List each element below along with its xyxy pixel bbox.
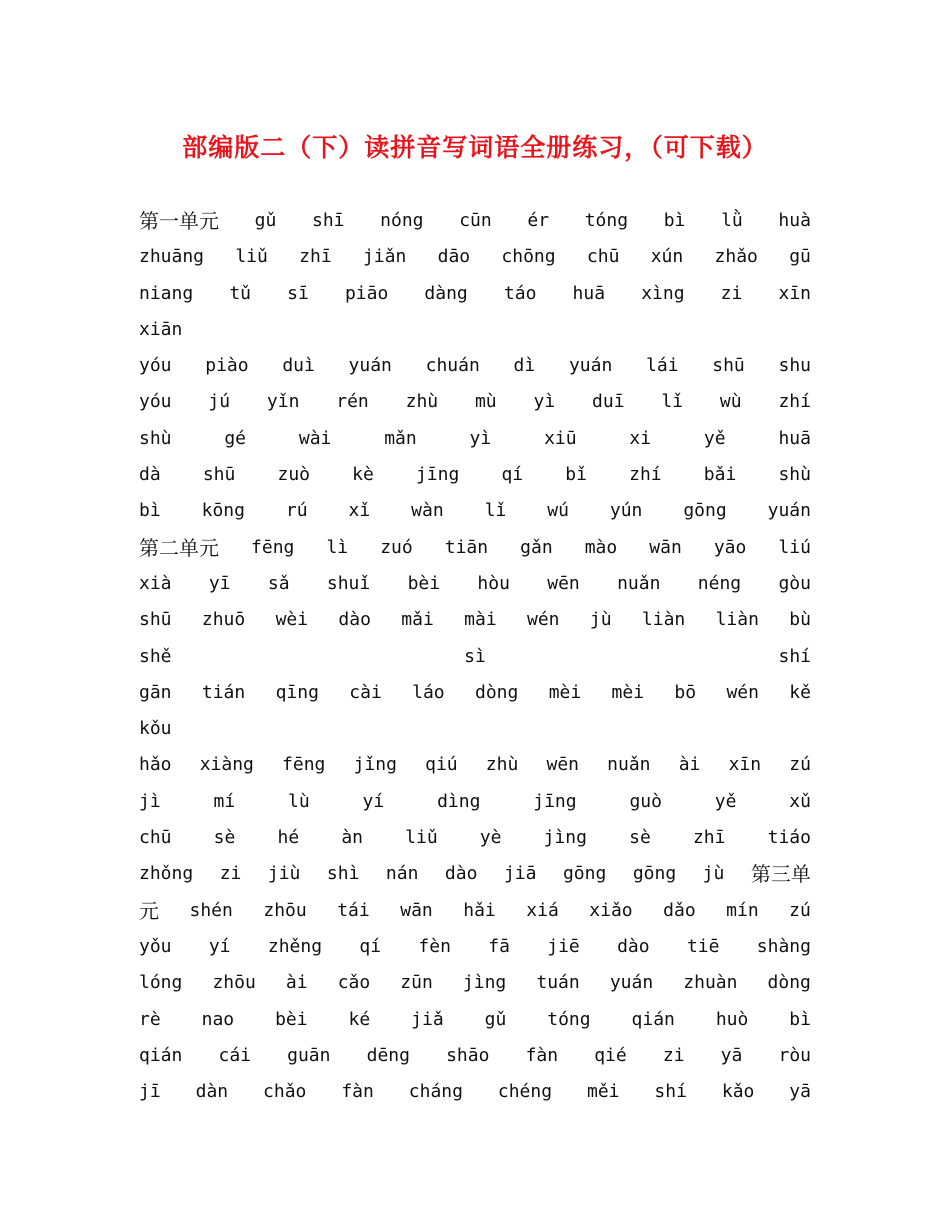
pinyin-word: liàn — [641, 609, 686, 631]
pinyin-word: chū — [586, 246, 620, 268]
pinyin-word: tiān — [444, 536, 489, 558]
pinyin-word: yě — [703, 427, 726, 449]
pinyin-word: kǎo — [721, 1081, 755, 1103]
pinyin-word: dào — [617, 935, 650, 957]
pinyin-word: zhuāng — [139, 246, 205, 268]
pinyin-word: cǎo — [337, 972, 371, 994]
pinyin-word: dào — [444, 863, 478, 885]
pinyin-word: yóu — [139, 391, 172, 413]
pinyin-word: zhǒng — [139, 863, 194, 885]
pinyin-word: yāo — [713, 536, 747, 558]
pinyin-word: wén — [726, 681, 759, 703]
pinyin-word: qí — [501, 464, 524, 486]
page-title: 部编版二（下）读拼音写词语全册练习，（可下载） — [182, 133, 768, 162]
pinyin-word: sè — [629, 827, 651, 849]
pinyin-line — [139, 384, 811, 420]
pinyin-word: sì — [464, 645, 486, 667]
pinyin-word: wù — [719, 391, 742, 413]
pinyin-word: wú — [547, 500, 569, 522]
pinyin-word: jú — [208, 391, 231, 413]
pinyin-word: chéng — [497, 1081, 553, 1103]
pinyin-word: nóng — [380, 210, 424, 231]
pinyin-word: shén — [189, 899, 233, 921]
pinyin-word: dǎo — [663, 899, 696, 921]
pinyin-word: dìng — [437, 790, 481, 812]
pinyin-word: zūn — [400, 972, 433, 994]
pinyin-line — [139, 675, 811, 711]
pinyin-word: mào — [584, 536, 618, 558]
pinyin-line — [139, 239, 811, 275]
pinyin-word: lù — [288, 790, 310, 812]
pinyin-word: bèi — [275, 1008, 308, 1030]
pinyin-word: shū — [712, 355, 745, 377]
pinyin-word: gōng — [632, 863, 677, 885]
pinyin-word: wén — [527, 609, 560, 631]
pinyin-word: sī — [287, 282, 309, 304]
pinyin-word: dàn — [195, 1081, 229, 1103]
pinyin-word: gū — [789, 246, 811, 268]
pinyin-word: tiáo — [767, 827, 811, 849]
pinyin-word: fèn — [418, 935, 451, 957]
pinyin-word: tiē — [686, 935, 720, 957]
pinyin-word: mǎn — [384, 427, 417, 449]
pinyin-word: ài — [678, 754, 701, 776]
pinyin-word: jù — [589, 609, 612, 631]
pinyin-word: yí — [362, 790, 385, 812]
pinyin-word: liǔ — [235, 246, 268, 268]
pinyin-word: néng — [697, 572, 742, 594]
pinyin-word: ké — [348, 1008, 371, 1030]
pinyin-word: hòu — [477, 572, 510, 594]
pinyin-word: lǐ — [661, 391, 684, 413]
pinyin-word: fàn — [525, 1044, 559, 1066]
pinyin-word: dàng — [424, 282, 468, 304]
pinyin-word: táo — [503, 282, 537, 304]
pinyin-word: gǔ — [484, 1008, 507, 1030]
pinyin-word: hé — [277, 827, 300, 849]
unit-heading: 第一单元 — [139, 209, 219, 233]
pinyin-word: shě — [139, 645, 172, 667]
pinyin-word: gǎn — [520, 536, 553, 558]
pinyin-word: kě — [789, 681, 811, 703]
pinyin-word: tóng — [547, 1008, 591, 1030]
pinyin-word: bǎi — [703, 464, 737, 486]
pinyin-word: yuán — [609, 972, 654, 994]
pinyin-word: rú — [285, 500, 308, 522]
pinyin-word: gōng — [683, 500, 727, 522]
pinyin-word: qiú — [425, 754, 458, 776]
pinyin-word: bō — [674, 681, 697, 703]
pinyin-word: fàn — [341, 1081, 374, 1103]
pinyin-word: liǔ — [405, 827, 438, 849]
pinyin-word: cháng — [408, 1081, 463, 1103]
pinyin-word: tián — [201, 681, 246, 703]
pinyin-word: xiàng — [199, 754, 254, 776]
pinyin-word: xiān — [139, 318, 183, 340]
pinyin-word: shū — [202, 464, 236, 486]
pinyin-word: jiā — [503, 863, 537, 885]
pinyin-word: bǐ — [565, 464, 587, 486]
pinyin-word: xiá — [526, 899, 559, 921]
pinyin-word: dào — [338, 609, 371, 631]
pinyin-line — [139, 602, 811, 638]
pinyin-word: zi — [219, 863, 242, 885]
pinyin-word: guān — [287, 1044, 331, 1066]
pinyin-word: jǐng — [353, 754, 397, 776]
pinyin-line — [139, 929, 811, 965]
pinyin-word: mí — [213, 790, 236, 812]
unit-heading: 第二单元 — [139, 535, 219, 560]
pinyin-word: huā — [572, 282, 606, 304]
pinyin-word: gǔ — [254, 210, 277, 231]
pinyin-word: shí — [778, 645, 811, 667]
pinyin-word: mǎi — [401, 609, 434, 631]
pinyin-word: dà — [139, 464, 161, 486]
pinyin-word: xiū — [544, 427, 577, 449]
pinyin-word: cūn — [459, 210, 492, 231]
pinyin-word: mài — [464, 609, 497, 631]
pinyin-word: zhǎo — [714, 246, 758, 268]
pinyin-word: wèi — [275, 609, 309, 631]
pinyin-word: gé — [224, 427, 247, 449]
pinyin-word: hǎi — [463, 899, 496, 921]
pinyin-word: xún — [650, 246, 684, 268]
pinyin-word: mín — [726, 899, 759, 921]
pinyin-word: wàn — [411, 500, 444, 522]
pinyin-line — [139, 312, 811, 348]
pinyin-word: yā — [789, 1081, 811, 1103]
pinyin-word: xǐ — [348, 500, 371, 522]
pinyin-word: tǔ — [229, 282, 251, 304]
pinyin-word: zhí — [629, 464, 662, 486]
pinyin-word: mèi — [611, 681, 645, 703]
pinyin-word: kōng — [201, 500, 245, 522]
pinyin-word: shu — [778, 355, 811, 377]
pinyin-line — [139, 566, 811, 602]
pinyin-word: xìng — [641, 282, 685, 304]
pinyin-word: zhī — [692, 827, 726, 849]
pinyin-word: yóu — [139, 355, 172, 377]
pinyin-word: sè — [213, 827, 236, 849]
pinyin-word: bì — [663, 210, 686, 231]
pinyin-line — [139, 893, 811, 929]
pinyin-word: jìng — [462, 972, 507, 994]
pinyin-word: qián — [631, 1008, 675, 1030]
pinyin-word: zhōu — [263, 899, 307, 921]
pinyin-word: gān — [139, 681, 172, 703]
pinyin-word: zú — [789, 754, 811, 776]
pinyin-word: guò — [629, 790, 662, 812]
pinyin-word: shāo — [446, 1044, 490, 1066]
pinyin-word: dēng — [366, 1044, 410, 1066]
pinyin-word: yī — [208, 572, 231, 594]
pinyin-word: bèi — [407, 572, 441, 594]
pinyin-word: shù — [139, 427, 172, 449]
pinyin-word: lǐ — [484, 500, 507, 522]
pinyin-word: dòng — [474, 681, 519, 703]
pinyin-word: rè — [139, 1008, 161, 1030]
pinyin-line — [139, 421, 811, 457]
pinyin-word: yě — [714, 790, 737, 812]
pinyin-line — [139, 820, 811, 856]
pinyin-word: jī — [139, 1081, 161, 1103]
pinyin-word: zhù — [485, 754, 519, 776]
pinyin-word: mù — [474, 391, 497, 413]
pinyin-word: gōng — [562, 863, 607, 885]
pinyin-word: shū — [139, 609, 172, 631]
pinyin-word: duì — [282, 355, 315, 377]
pinyin-line — [139, 856, 811, 892]
pinyin-word: chuán — [425, 355, 480, 377]
pinyin-word: shī — [312, 210, 345, 231]
pinyin-word: lǜ — [721, 210, 743, 231]
pinyin-word: shuǐ — [326, 572, 371, 594]
pinyin-word: jìng — [543, 827, 587, 849]
pinyin-word: xīn — [728, 754, 762, 776]
pinyin-word: jiǎ — [411, 1008, 444, 1030]
pinyin-word: zi — [720, 282, 743, 304]
pinyin-word: qián — [139, 1044, 183, 1066]
pinyin-word: niang — [139, 282, 194, 304]
pinyin-word: huò — [715, 1008, 749, 1030]
pinyin-word: zhěng — [267, 935, 323, 957]
pinyin-word: zhī — [299, 246, 332, 268]
pinyin-line — [139, 784, 811, 820]
pinyin-word: zhù — [405, 391, 439, 413]
pinyin-word: chǎo — [263, 1081, 307, 1103]
pinyin-word: yún — [609, 500, 643, 522]
pinyin-word: xià — [139, 572, 172, 594]
pinyin-line — [139, 276, 811, 312]
pinyin-word: jiǎn — [362, 246, 407, 268]
pinyin-line — [139, 348, 811, 384]
pinyin-word: qí — [359, 935, 382, 957]
pinyin-word: kè — [352, 464, 374, 486]
pinyin-word: chōng — [501, 246, 556, 268]
pinyin-word: zi — [662, 1044, 685, 1066]
pinyin-word: zhuàn — [683, 972, 738, 994]
pinyin-word: yì — [533, 391, 556, 413]
pinyin-word: bì — [789, 1008, 811, 1030]
pinyin-word: měi — [586, 1081, 620, 1103]
pinyin-word: duī — [592, 391, 625, 413]
pinyin-word: liàn — [715, 609, 759, 631]
pinyin-word: jiù — [267, 863, 301, 885]
pinyin-word: ròu — [778, 1044, 811, 1066]
pinyin-word: jīng — [533, 790, 577, 812]
pinyin-line — [139, 1002, 811, 1038]
pinyin-word: qīng — [275, 681, 319, 703]
pinyin-word: láo — [412, 681, 445, 703]
pinyin-word: nán — [385, 863, 419, 885]
pinyin-line — [139, 203, 811, 239]
pinyin-word: wān — [400, 899, 433, 921]
pinyin-word: jù — [702, 863, 725, 885]
pinyin-word: sǎ — [267, 572, 290, 594]
pinyin-word: shù — [778, 464, 811, 486]
pinyin-word: zhuō — [201, 609, 246, 631]
pinyin-word: ér — [527, 210, 550, 231]
pinyin-word: yǐn — [266, 391, 300, 413]
pinyin-word: kǒu — [139, 718, 172, 740]
pinyin-word: zuó — [380, 536, 413, 558]
pinyin-word: cái — [218, 1044, 251, 1066]
pinyin-word: wēn — [547, 572, 580, 594]
pinyin-word: tóng — [584, 210, 629, 231]
pinyin-word: rén — [336, 391, 369, 413]
pinyin-word: dòng — [767, 972, 811, 994]
pinyin-word: zuò — [277, 464, 310, 486]
pinyin-word: lái — [646, 355, 679, 377]
pinyin-word: yuán — [568, 355, 613, 377]
pinyin-word: fēng — [282, 754, 326, 776]
pinyin-word: jiē — [547, 935, 580, 957]
pinyin-word: mèi — [548, 681, 582, 703]
pinyin-line — [139, 747, 811, 783]
pinyin-word: huà — [778, 210, 811, 231]
pinyin-line — [139, 639, 811, 675]
pinyin-word: gòu — [778, 572, 811, 594]
pinyin-word: fā — [488, 935, 510, 957]
pinyin-line — [139, 965, 811, 1001]
pinyin-line — [139, 493, 811, 529]
pinyin-word: bù — [789, 609, 811, 631]
pinyin-word: lì — [326, 536, 349, 558]
pinyin-word: qié — [594, 1044, 627, 1066]
pinyin-word: yuán — [348, 355, 392, 377]
unit-heading: 第三单 — [750, 862, 811, 887]
pinyin-word: yā — [720, 1044, 743, 1066]
pinyin-word: dāo — [437, 246, 471, 268]
pinyin-word: liú — [778, 536, 811, 558]
pinyin-word: dì — [513, 355, 536, 377]
pinyin-word: tuán — [536, 972, 580, 994]
pinyin-line — [139, 1074, 811, 1110]
pinyin-word: jì — [139, 790, 161, 812]
pinyin-exercise-body — [139, 203, 811, 1110]
pinyin-word: yuán — [767, 500, 811, 522]
pinyin-word: huā — [778, 427, 811, 449]
pinyin-word: yí — [208, 935, 231, 957]
pinyin-word: xiǎo — [589, 899, 633, 921]
pinyin-word: bì — [139, 500, 161, 522]
pinyin-word: lóng — [139, 972, 183, 994]
pinyin-word: àn — [341, 827, 363, 849]
pinyin-word: piāo — [344, 282, 389, 304]
pinyin-word: cài — [349, 681, 382, 703]
pinyin-word: shí — [654, 1081, 687, 1103]
pinyin-word: shàng — [756, 935, 811, 957]
pinyin-word: zú — [789, 899, 811, 921]
pinyin-word: wān — [649, 536, 682, 558]
pinyin-line — [139, 457, 811, 493]
pinyin-word: chū — [139, 827, 172, 849]
pinyin-word: piào — [205, 355, 249, 377]
pinyin-word: yì — [469, 427, 492, 449]
pinyin-word: nuǎn — [617, 572, 661, 594]
pinyin-word: yǒu — [139, 935, 172, 957]
pinyin-word: hǎo — [139, 754, 172, 776]
pinyin-word: yè — [479, 827, 502, 849]
pinyin-word: shì — [326, 863, 360, 885]
pinyin-line — [139, 711, 811, 747]
pinyin-word: nuǎn — [607, 754, 651, 776]
pinyin-word: fēng — [251, 536, 295, 558]
pinyin-word: zhí — [778, 391, 811, 413]
pinyin-word: tái — [337, 899, 370, 921]
unit-heading: 元 — [139, 898, 159, 923]
pinyin-line — [139, 530, 811, 566]
pinyin-word: xi — [629, 427, 652, 449]
pinyin-word: jīng — [415, 464, 460, 486]
pinyin-word: wēn — [546, 754, 579, 776]
pinyin-word: ài — [285, 972, 308, 994]
pinyin-line — [139, 1038, 811, 1074]
pinyin-word: xǔ — [789, 790, 811, 812]
pinyin-word: zhōu — [212, 972, 256, 994]
pinyin-word: wài — [298, 427, 332, 449]
pinyin-word: nao — [201, 1008, 235, 1030]
pinyin-word: xīn — [778, 282, 811, 304]
